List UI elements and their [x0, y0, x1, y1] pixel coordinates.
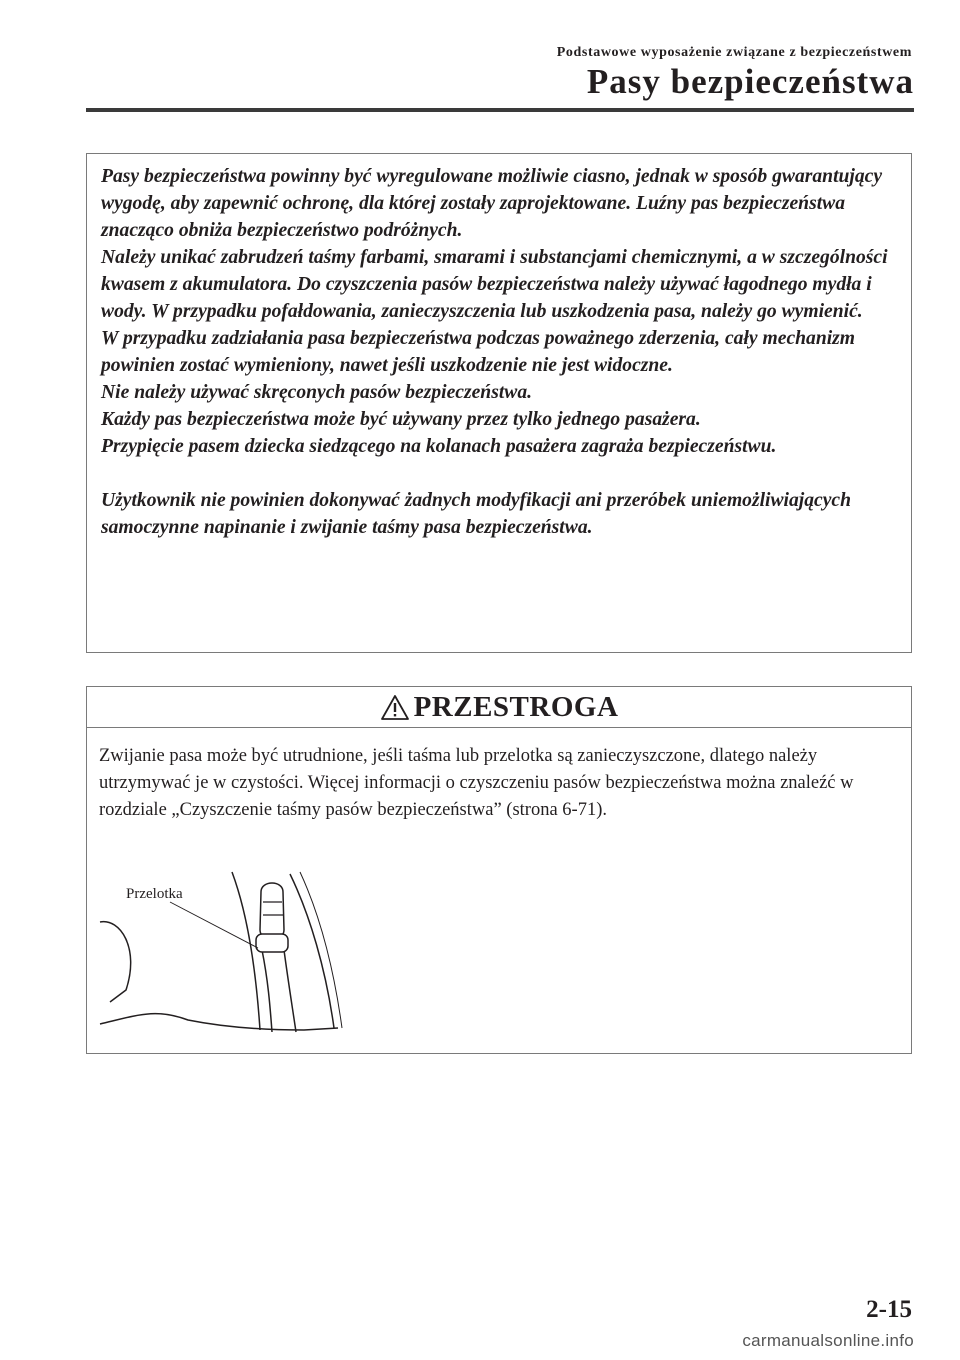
- warning-paragraph: Nie należy używać skręconych pasów bezpieczeństwa.: [101, 382, 533, 403]
- header-section: Podstawowe wyposażenie związane z bezpieczeństwem: [556, 45, 912, 60]
- warning-text: [101, 163, 897, 541]
- page-number: 2-15: [866, 1296, 912, 1323]
- warning-paragraph: W przypadku zadziałania pasa bezpieczeństwa podczas poważnego zderzenia, cały mechanizm powinien zostać wymieniony, nawet jeśli uszkodzenie nie jest widoczne.: [101, 328, 856, 376]
- warning-paragraph: Przypięcie pasem dziecka siedzącego na kolanach pasażera zagraża bezpieczeństwu.: [101, 436, 777, 457]
- warning-paragraph: Pasy bezpieczeństwa powinny być wyregulowane możliwie ciasno, jednak w sposób gwarantujący wygodę, aby zapewnić ochronę, dla której zostały zaprojektowane. Luźny pas bezpieczeństwa znacząco obniża bezpieczeństwo podróżnych.: [101, 166, 883, 241]
- figure-label-guide: Przelotka: [126, 886, 183, 902]
- warning-paragraph: Należy unikać zabrudzeń taśmy farbami, smarami i substancjami chemicznymi, a w szczególności kwasem z akumulatora. Do czyszczenia pasów bezpieczeństwa należy używać łagodnego mydła i wody. W przypadku pofałdowania, zanieczyszczenia lub uszkodzenia pasa, należy go wymienić.: [101, 247, 888, 322]
- header-divider: [86, 108, 914, 112]
- caution-header: [87, 687, 911, 728]
- watermark: carmanualsonline.info: [742, 1331, 914, 1350]
- caution-text: Zwijanie pasa może być utrudnione, jeśli taśma lub przelotka są zanieczyszczone, dlatego należy utrzymywać je w czystości. Więcej informacji o czyszczeniu pasów bezpieczeństwa można znaleźć w rozdziale „Czyszczenie taśmy pasów bezpieczeństwa” (strona 6-71).: [99, 746, 854, 820]
- caution-title: PRZESTROGA: [413, 690, 619, 723]
- warning-triangle-icon: [380, 694, 410, 721]
- warning-box: [86, 153, 912, 653]
- warning-box-top-line: [87, 153, 911, 154]
- warning-paragraph: Użytkownik nie powinien dokonywać żadnych modyfikacji ani przeróbek uniemożliwiających samoczynne napinanie i zwijanie taśmy pasa bezpieczeństwa.: [101, 490, 852, 538]
- warning-paragraph: Każdy pas bezpieczeństwa może być używany przez tylko jednego pasażera.: [101, 409, 701, 430]
- page-title: Pasy bezpieczeństwa: [586, 62, 914, 101]
